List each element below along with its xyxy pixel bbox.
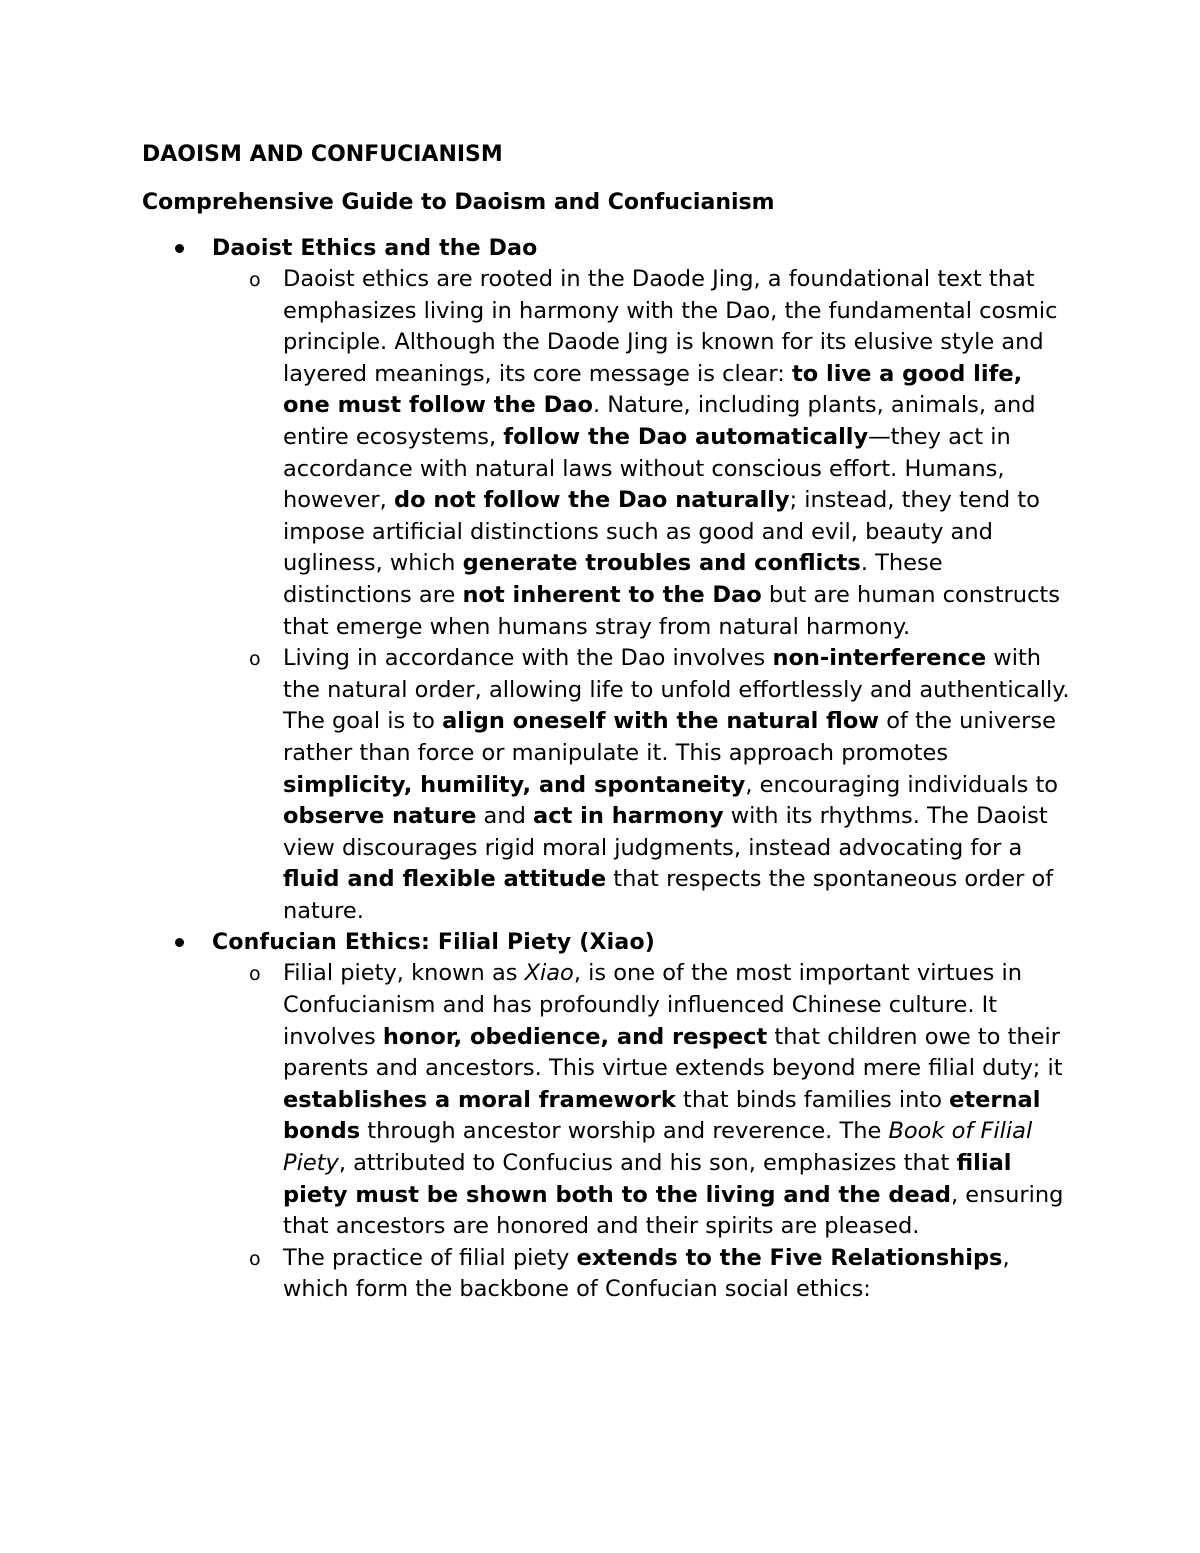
bold-text: generate troubles and conflicts <box>462 550 861 577</box>
paragraph-text <box>283 1245 1010 1303</box>
text-run: The practice of filial piety <box>283 1244 577 1271</box>
paragraph-text <box>283 266 1060 640</box>
circle-bullet-icon: o <box>249 1247 261 1270</box>
circle-bullet-icon: o <box>249 963 261 986</box>
text-run: Filial piety, known as <box>283 960 525 987</box>
text-run: , which form the backbone of Confucian social ethics: <box>283 1244 1010 1303</box>
text-run: —they act in accordance with natural laws without conscious effort. Humans, however, <box>283 423 1011 514</box>
bold-text: simplicity, humility, and spontaneity <box>283 771 746 798</box>
paragraph-text <box>283 960 1063 1239</box>
bold-text: observe nature <box>283 803 477 830</box>
text-run: , attributed to Confucius and his son, emphasizes that <box>338 1150 957 1177</box>
text-run: that binds families into <box>675 1086 950 1113</box>
bold-text: act in harmony <box>533 803 724 830</box>
document-title: DAOISM AND CONFUCIANISM <box>142 142 503 167</box>
bold-text: to live a good life, one must follow the Dao <box>283 360 1023 419</box>
text-run: , encouraging individuals to <box>745 771 1059 798</box>
bold-text: honor, obedience, and respect <box>382 1023 768 1050</box>
document-page <box>142 140 1072 1306</box>
bold-text: do not follow the Dao naturally <box>393 487 790 514</box>
italic-text: Book of Filial Piety <box>283 1118 1033 1177</box>
bold-text: follow the Dao automatically <box>503 423 869 450</box>
bold-text: eternal bonds <box>283 1086 1041 1145</box>
section-heading: Daoist Ethics and the Dao <box>212 236 538 261</box>
text-run: and <box>476 803 534 830</box>
paragraph-text <box>283 645 1070 924</box>
bold-text: not inherent to the Dao <box>462 581 762 608</box>
list-item <box>212 264 1072 643</box>
text-run: that respects the spontaneous order of nature. <box>283 866 1054 924</box>
list-item <box>212 643 1072 927</box>
bold-text: extends to the Five Relationships <box>576 1244 1003 1271</box>
text-run: . Nature, including plants, animals, and entire ecosystems, <box>283 392 1036 450</box>
section-list <box>142 233 1072 1306</box>
circle-bullet-icon: o <box>249 648 261 671</box>
section-confucian-ethics <box>142 927 1072 1306</box>
bold-text: align oneself with the natural flow <box>442 708 880 735</box>
document-subtitle: Comprehensive Guide to Daoism and Confucianism <box>142 190 775 215</box>
text-run: ; instead, they tend to impose artificial distinctions such as good and evil, beauty and ugliness, which <box>283 487 1040 577</box>
point-list <box>212 264 1072 927</box>
circle-bullet-icon: o <box>249 269 261 291</box>
text-run: with its rhythms. The Daoist view discourages rigid moral judgments, instead advocating for a <box>283 803 1048 861</box>
text-run: but are human constructs that emerge when humans stray from natural harmony. <box>283 581 1060 640</box>
point-list <box>212 958 1072 1306</box>
bold-text: non-interference <box>772 645 987 672</box>
text-run: Living in accordance with the Dao involves <box>283 645 773 672</box>
text-run: , is one of the most important virtues in Confucianism and has profoundly influenced Chinese culture. It involves <box>283 960 1023 1050</box>
bullet-dot-icon <box>175 938 184 947</box>
bold-text: establishes a moral framework <box>283 1086 676 1113</box>
text-run: . These distinctions are <box>283 550 943 608</box>
text-run: Daoist ethics are rooted in the Daode Jing, a foundational text that emphasizes living in harmony with the Dao, the fundamental cosmic principle. Although the Daode Jing is known for its elusive style and layered meanings, its core message is clear: <box>283 266 1058 387</box>
bullet-dot-icon <box>175 244 184 253</box>
bold-text: filial piety must be shown both to the living and the dead <box>283 1150 1012 1208</box>
text-run: through ancestor worship and reverence. The <box>360 1118 889 1145</box>
text-run: with the natural order, allowing life to unfold effortlessly and authentically. The goal is to <box>283 645 1070 735</box>
text-run: of the universe rather than force or manipulate it. This approach promotes <box>283 708 1056 766</box>
section-heading: Confucian Ethics: Filial Piety (Xiao) <box>212 930 656 956</box>
text-run: , ensuring that ancestors are honored and their spirits are pleased. <box>283 1181 1064 1240</box>
bold-text: fluid and flexible attitude <box>283 866 607 893</box>
text-run: that children owe to their parents and ancestors. This virtue extends beyond mere filial duty; it <box>283 1023 1063 1082</box>
section-daoist-ethics <box>142 233 1072 927</box>
list-item <box>212 958 1072 1242</box>
italic-text: Xiao <box>524 960 574 987</box>
list-item <box>212 1243 1072 1306</box>
